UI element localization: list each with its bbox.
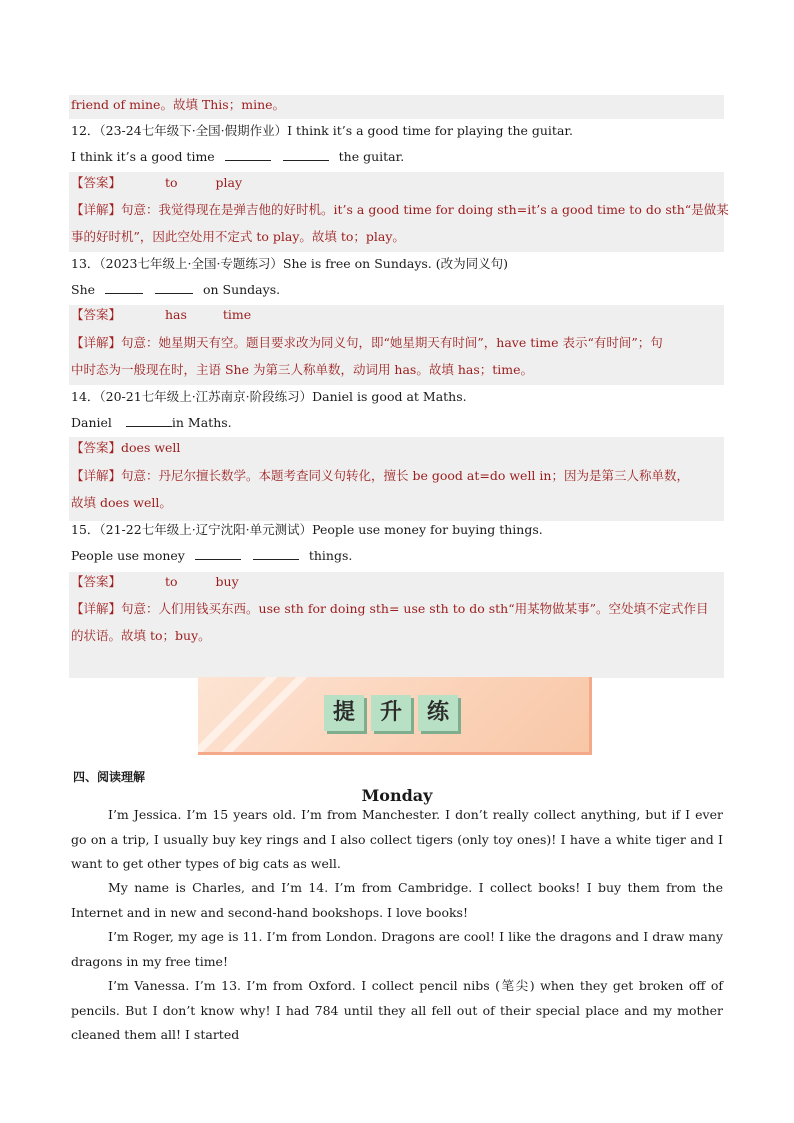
answer-label: 【答案】 xyxy=(71,440,122,455)
q13-blank-1[interactable] xyxy=(105,281,143,294)
q15-answer xyxy=(71,573,239,591)
banner-char-1: 提 xyxy=(324,695,364,731)
q14-answer xyxy=(71,439,180,457)
banner-stripe xyxy=(198,677,297,755)
q12-stem: 12．（23-24七年级下·全国·假期作业）I think it’s a good time for playing the guitar. xyxy=(71,123,573,138)
section-heading: 四、阅读理解 xyxy=(73,770,146,784)
q13-detail-2: 中时态为一般现在时，主语 She 为第三人称单数，动词用 has。故填 has；time。 xyxy=(71,362,534,377)
passage-paragraph-1 xyxy=(71,803,723,877)
q13-stem: 13．（2023七年级上·全国·专题练习）She is free on Sundays. (改为同义句) xyxy=(71,256,509,271)
answer-label: 【答案】 xyxy=(71,574,122,589)
q14-answer-text: does well xyxy=(121,440,181,455)
q13-answer-2: time xyxy=(222,307,252,322)
q12-blank-1[interactable] xyxy=(225,148,271,161)
q14-stem: 14．（20-21七年级上·江苏南京·阶段练习）Daniel is good at Maths. xyxy=(71,389,467,404)
detail-label: 【详解】 xyxy=(71,335,122,350)
q12-answer-1: to xyxy=(164,175,178,190)
prev-detail-tail: friend of mine。故填 This；mine。 xyxy=(71,97,286,112)
q13-detail-1 xyxy=(71,334,663,352)
q12-answer-2: play xyxy=(215,175,243,190)
q15-stem: 15．（21-22七年级上·辽宁沈阳·单元测试）People use money for buying things. xyxy=(71,522,543,537)
q14-blank-1[interactable] xyxy=(126,414,172,427)
q14-rewrite-post: in Maths. xyxy=(171,415,232,430)
q15-detail-1 xyxy=(71,600,709,618)
detail-label: 【详解】 xyxy=(71,468,122,483)
q13-rewrite xyxy=(71,281,280,299)
q14-detail-1 xyxy=(71,467,689,485)
paragraph-text: My name is Charles, and I’m 14. I’m from Cambridge. I collect books! I buy them from the Internet and in new and second-hand bookshops. I love books! xyxy=(71,880,723,920)
passage-title: Monday xyxy=(361,786,433,805)
q12-rewrite xyxy=(71,148,404,166)
q15-rewrite-post: things. xyxy=(308,548,353,563)
q15-blank-2[interactable] xyxy=(253,547,299,560)
detail-label: 【详解】 xyxy=(71,601,122,616)
q14-rewrite-pre: Daniel xyxy=(71,415,112,430)
q13-answer-1: has xyxy=(164,307,187,322)
passage-paragraph-2 xyxy=(71,876,723,925)
q14-detail-text-1: 句意：丹尼尔擅长数学。本题考查同义句转化，擅长 be good at=do well in；因为是第三人称单数， xyxy=(121,468,689,483)
q15-detail-text-1: 句意：人们用钱买东西。use sth for doing sth= use sth to do sth“用某物做某事”。空处填不定式作目 xyxy=(121,601,709,616)
q15-answer-1: to xyxy=(164,574,178,589)
q15-rewrite xyxy=(71,547,352,565)
practice-banner xyxy=(198,677,592,755)
banner-char-2: 升 xyxy=(371,695,411,731)
answer-label: 【答案】 xyxy=(71,175,122,190)
detail-label: 【详解】 xyxy=(71,202,122,217)
q13-detail-text-1: 句意：她星期天有空。题目要求改为同义句，即“她星期天有时间”，have time 表示“有时间”；句 xyxy=(121,335,663,350)
q12-detail-text-1: 句意：我觉得现在是弹吉他的好时机。it’s a good time for doing sth=it’s a good time to do sth“是做某 xyxy=(121,202,729,217)
q13-answer xyxy=(71,306,251,324)
passage-paragraph-4 xyxy=(71,974,723,1048)
paragraph-text: I’m Jessica. I’m 15 years old. I’m from Manchester. I don’t really collect anything, but if I ever go on a trip, I usually buy key rings and I also collect tigers (only toy ones)! I have a white tiger and I want to get other types of big cats as well. xyxy=(71,807,723,871)
passage-paragraph-3 xyxy=(71,925,723,974)
q12-blank-2[interactable] xyxy=(283,148,329,161)
q13-rewrite-post: on Sundays. xyxy=(202,282,281,297)
q14-detail-2: 故填 does well。 xyxy=(71,495,172,510)
banner-char-3: 练 xyxy=(418,695,458,731)
answer-label: 【答案】 xyxy=(71,307,122,322)
q12-detail-2: 事的好时机”，因此空处用不定式 to play。故填 to；play。 xyxy=(71,229,405,244)
paragraph-text: I’m Vanessa. I’m 13. I’m from Oxford. I collect pencil nibs (笔尖) when they get broken off of pencils. But I don’t know why! I had 784 until they all fell out of their special place and my mother cleaned them all! I started xyxy=(71,978,723,1042)
q15-detail-2: 的状语。故填 to；buy。 xyxy=(71,628,211,643)
q13-rewrite-pre: She xyxy=(71,282,96,297)
q12-rewrite-post: the guitar. xyxy=(338,149,405,164)
q15-blank-1[interactable] xyxy=(195,547,241,560)
q12-detail-1 xyxy=(71,201,729,219)
q15-rewrite-pre: People use money xyxy=(71,548,185,563)
q14-rewrite xyxy=(71,414,232,432)
q13-blank-2[interactable] xyxy=(155,281,193,294)
q12-rewrite-pre: I think it’s a good time xyxy=(71,149,215,164)
q12-answer xyxy=(71,174,242,192)
q15-answer-2: buy xyxy=(215,574,239,589)
paragraph-text: I’m Roger, my age is 11. I’m from London. Dragons are cool! I like the dragons and I draw many dragons in my free time! xyxy=(71,929,723,969)
